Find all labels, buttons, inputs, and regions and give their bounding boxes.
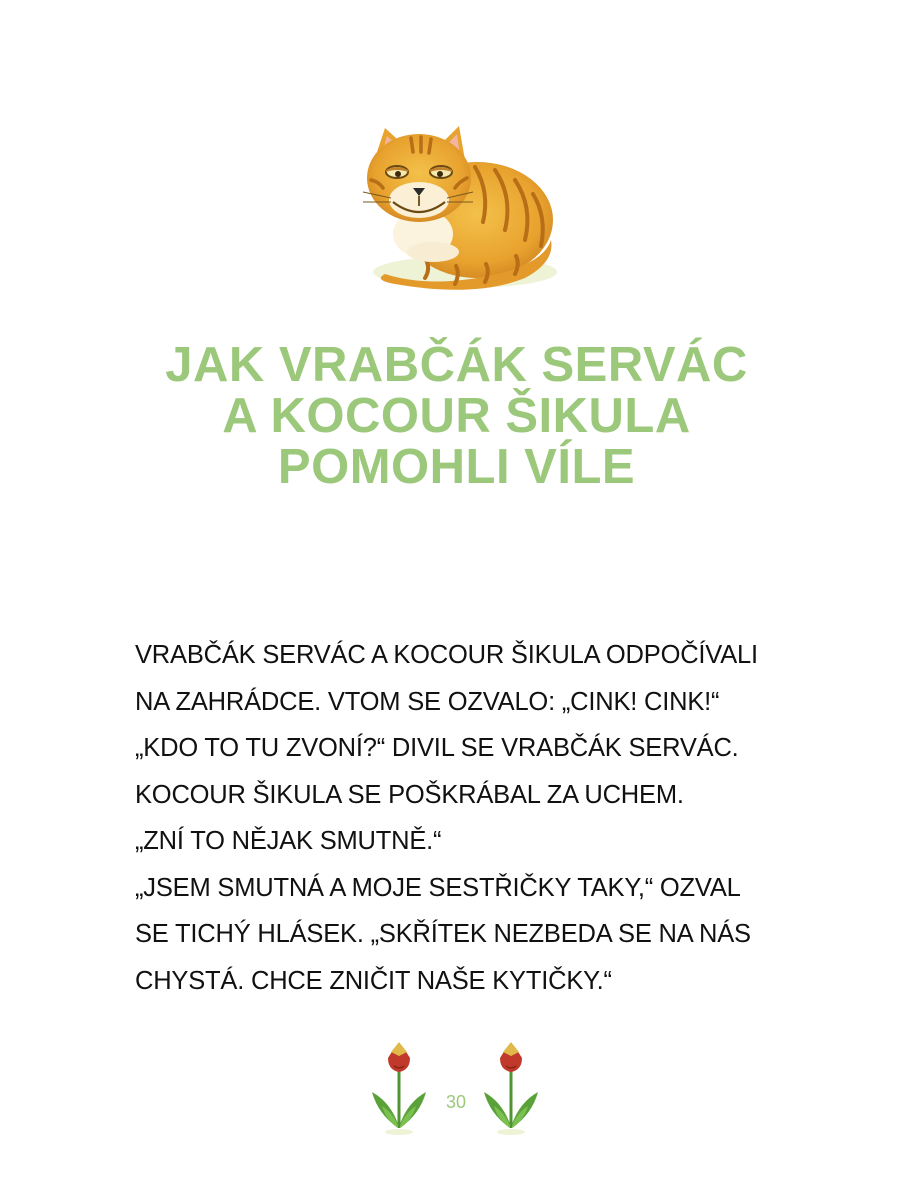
page-footer: [0, 1040, 913, 1140]
story-line: SE TICHÝ HLÁSEK. „SKŘÍTEK NEZBEDA SE NA NÁS: [135, 920, 751, 948]
story-line: „KDO TO TU ZVONÍ?“ DIVIL SE VRABČÁK SERVÁC.: [135, 734, 739, 762]
title-line: A KOCOUR ŠIKULA: [222, 389, 691, 443]
story-text: [135, 632, 855, 1004]
cat-illustration: [355, 122, 560, 294]
title-line: POMOHLI VÍLE: [277, 440, 636, 494]
tulip-icon: [368, 1040, 430, 1135]
page-number: 30: [445, 1092, 467, 1112]
story-title: [0, 340, 913, 493]
story-line: „ZNÍ TO NĚJAK SMUTNĚ.“: [135, 827, 442, 855]
story-line: KOCOUR ŠIKULA SE POŠKRÁBAL ZA UCHEM.: [135, 780, 684, 809]
story-line: NA ZAHRÁDCE. VTOM SE OZVALO: „CINK! CINK!“: [135, 687, 720, 716]
story-line: „JSEM SMUTNÁ A MOJE SESTŘIČKY TAKY,“ OZVAL: [135, 873, 741, 902]
story-line: VRABČÁK SERVÁC A KOCOUR ŠIKULA ODPOČÍVALI: [135, 641, 758, 669]
story-line: CHYSTÁ. CHCE ZNIČIT NAŠE KYTIČKY.“: [135, 966, 612, 995]
tulip-icon: [480, 1040, 542, 1135]
title-line: JAK VRABČÁK SERVÁC: [165, 338, 748, 392]
